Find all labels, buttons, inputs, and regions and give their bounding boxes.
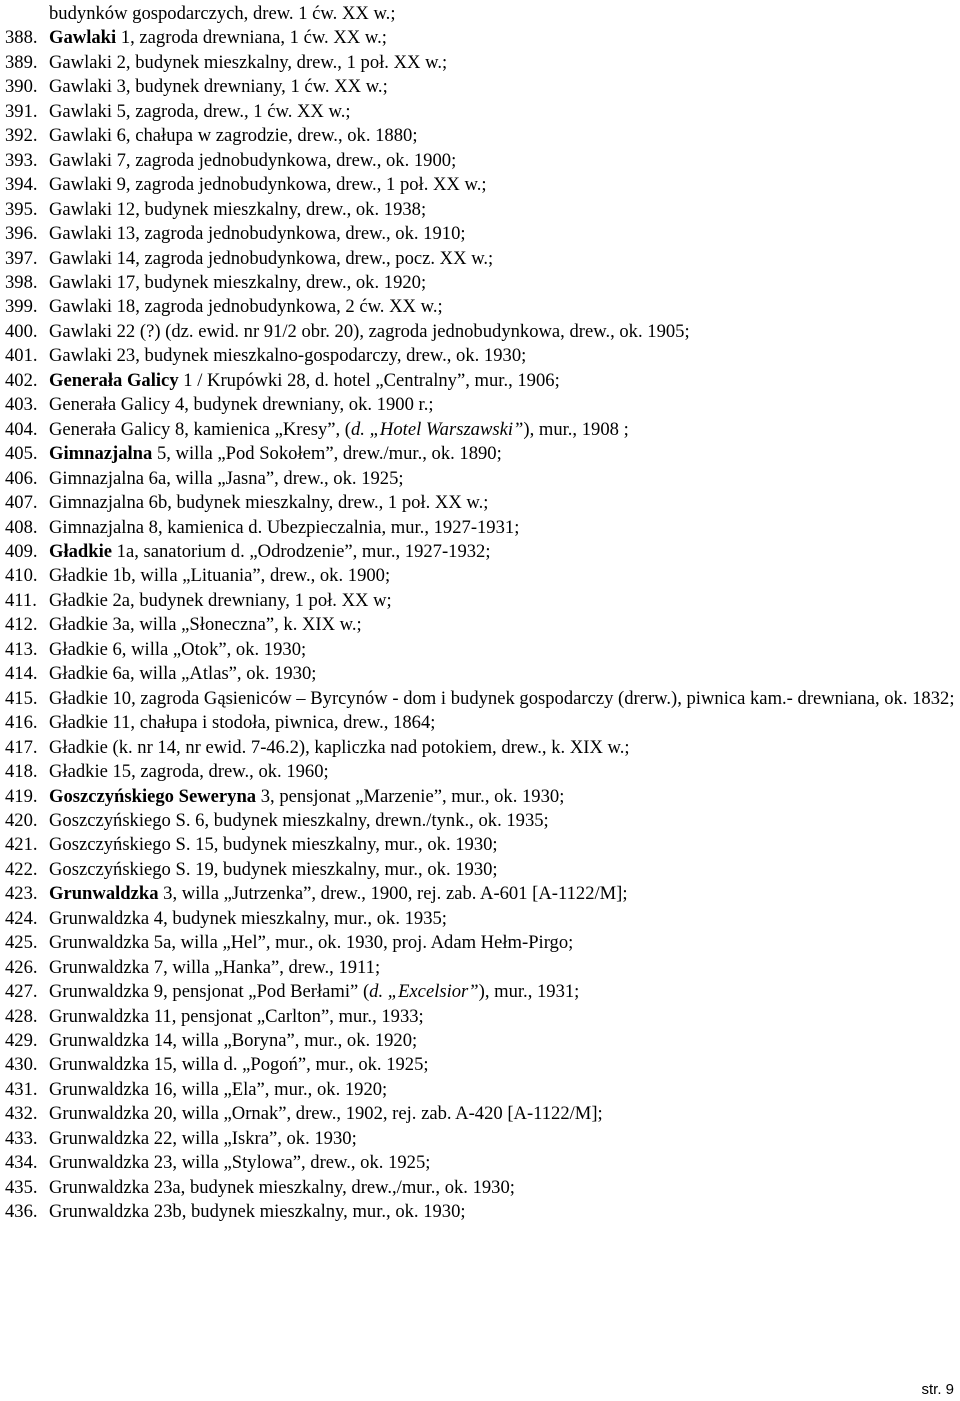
entry-text: Gawlaki 7, zagroda jednobudynkowa, drew., ok. 1900; — [49, 149, 457, 171]
list-item — [5, 613, 955, 637]
list-item — [5, 100, 955, 124]
entry-number: 410. — [5, 565, 38, 587]
list-item — [5, 564, 955, 588]
entry-number: 417. — [5, 736, 38, 758]
entry-number: 393. — [5, 149, 38, 171]
entry-text: Gładkie 11, chałupa i stodoła, piwnica, drew., 1864; — [49, 712, 436, 734]
entry-number: 421. — [5, 834, 38, 856]
street-name: Gimnazjalna — [49, 443, 153, 465]
entry-number: 405. — [5, 443, 38, 465]
list-item — [5, 393, 955, 417]
entry-text: 3, pensjonat „Marzenie”, mur., ok. 1930; — [256, 785, 565, 807]
entry-number: 424. — [5, 907, 38, 929]
entry-number: 435. — [5, 1176, 38, 1198]
entry-number: 436. — [5, 1201, 38, 1223]
street-name: Goszczyńskiego Seweryna — [49, 785, 257, 807]
entry-number: 407. — [5, 492, 38, 514]
entry-text: 1 / Krupówki 28, d. hotel „Centralny”, mur., 1906; — [178, 369, 560, 391]
list-item — [5, 638, 955, 662]
entry-text: Gładkie 3a, willa „Słoneczna”, k. XIX w.; — [49, 614, 362, 636]
entry-number: 416. — [5, 712, 38, 734]
list-item — [5, 785, 955, 809]
entry-number: 394. — [5, 174, 38, 196]
former-name: d. „Excelsior” — [369, 981, 479, 1003]
entry-number: 388. — [5, 27, 38, 49]
entry-text: ), mur., 1931; — [478, 981, 580, 1003]
list-item — [5, 711, 955, 735]
entry-text: Gawlaki 13, zagroda jednobudynkowa, drew., ok. 1910; — [49, 223, 466, 245]
list-item — [5, 247, 955, 271]
entry-number: 431. — [5, 1078, 38, 1100]
entry-text: Goszczyńskiego S. 19, budynek mieszkalny, mur., ok. 1930; — [49, 858, 498, 880]
list-item — [5, 736, 955, 760]
list-item — [5, 760, 955, 784]
list-item — [5, 124, 955, 148]
list-item — [5, 516, 955, 540]
entry-number: 401. — [5, 345, 38, 367]
entry-text: ), mur., 1908 ; — [523, 418, 629, 440]
list-item — [5, 540, 955, 564]
list-item — [5, 442, 955, 466]
entry-text: budynków gospodarczych, drew. 1 ćw. XX w.; — [49, 3, 396, 24]
list-item — [5, 662, 955, 686]
entry-number: 415. — [5, 687, 38, 709]
entry-number: 429. — [5, 1030, 38, 1052]
entry-number: 425. — [5, 932, 38, 954]
entry-number: 430. — [5, 1054, 38, 1076]
entry-number: 391. — [5, 100, 38, 122]
entry-number: 397. — [5, 247, 38, 269]
list-item — [5, 173, 955, 197]
entry-number: 398. — [5, 271, 38, 293]
entry-number: 392. — [5, 125, 38, 147]
list-item — [5, 26, 955, 50]
list-item — [5, 1176, 955, 1200]
list-item — [5, 589, 955, 613]
list-item — [5, 980, 955, 1004]
list-item — [5, 1078, 955, 1102]
entry-number: 400. — [5, 320, 38, 342]
street-name: Gładkie — [49, 540, 113, 562]
entry-number: 418. — [5, 761, 38, 783]
entry-text: Generała Galicy 8, kamienica „Kresy”, ( — [49, 418, 351, 440]
entry-text: Gimnazjalna 8, kamienica d. Ubezpieczalnia, mur., 1927-1931; — [49, 516, 520, 538]
street-name: Generała Galicy — [49, 369, 179, 391]
list-item — [5, 1151, 955, 1175]
entry-text: Gładkie 1b, willa „Lituania”, drew., ok. 1900; — [49, 565, 391, 587]
list-item — [5, 418, 955, 442]
entry-text: Grunwaldzka 22, willa „Iskra”, ok. 1930; — [49, 1127, 357, 1149]
entry-text: 1a, sanatorium d. „Odrodzenie”, mur., 1927-1932; — [112, 540, 491, 562]
entry-number: 423. — [5, 883, 38, 905]
list-item — [5, 1053, 955, 1077]
entry-number: 404. — [5, 418, 38, 440]
list-item — [5, 271, 955, 295]
entry-number: 390. — [5, 76, 38, 98]
list-item — [5, 2, 955, 26]
entry-number: 413. — [5, 638, 38, 660]
entry-text: Gawlaki 5, zagroda, drew., 1 ćw. XX w.; — [49, 100, 351, 122]
entry-text: Gawlaki 22 (?) (dz. ewid. nr 91/2 obr. 20), zagroda jednobudynkowa, drew., ok. 1905; — [49, 320, 690, 342]
entry-number: 408. — [5, 516, 38, 538]
entry-number: 411. — [5, 589, 37, 611]
list-item — [5, 956, 955, 980]
entry-text: 1, zagroda drewniana, 1 ćw. XX w.; — [116, 27, 387, 49]
entry-text: Grunwaldzka 9, pensjonat „Pod Berłami” ( — [49, 981, 370, 1003]
entry-text: Gładkie 15, zagroda, drew., ok. 1960; — [49, 761, 329, 783]
list-item — [5, 858, 955, 882]
entry-text: Goszczyńskiego S. 6, budynek mieszkalny, drewn./tynk., ok. 1935; — [49, 809, 549, 831]
entry-text: 3, willa „Jutrzenka”, drew., 1900, rej. zab. A-601 [A-1122/M]; — [158, 883, 628, 905]
list-item — [5, 491, 955, 515]
entry-text: Gimnazjalna 6a, willa „Jasna”, drew., ok. 1925; — [49, 467, 404, 489]
list-item — [5, 1029, 955, 1053]
entry-number: 402. — [5, 369, 38, 391]
list-item — [5, 1102, 955, 1126]
list-item — [5, 907, 955, 931]
entry-text: Grunwaldzka 11, pensjonat „Carlton”, mur., 1933; — [49, 1005, 424, 1027]
entry-number: 406. — [5, 467, 38, 489]
entry-number: 420. — [5, 809, 38, 831]
entry-text: Gładkie 6a, willa „Atlas”, ok. 1930; — [49, 663, 317, 685]
entry-number: 412. — [5, 614, 38, 636]
list-item — [5, 344, 955, 368]
entry-text: Grunwaldzka 5a, willa „Hel”, mur., ok. 1930, proj. Adam Hełm-Pirgo; — [49, 932, 574, 954]
entry-text: Gładkie 10, zagroda Gąsieniców – Byrcynów - dom i budynek gospodarczy (drerw.), piwnica kam.- drewniana, ok. 1832; — [49, 687, 955, 709]
entry-text: 5, willa „Pod Sokołem”, drew./mur., ok. 1890; — [152, 443, 502, 465]
entry-number: 399. — [5, 296, 38, 318]
entry-text: Gawlaki 18, zagroda jednobudynkowa, 2 ćw. XX w.; — [49, 296, 443, 318]
entry-text: Gawlaki 9, zagroda jednobudynkowa, drew., 1 poł. XX w.; — [49, 174, 487, 196]
list-item — [5, 1005, 955, 1029]
entry-text: Grunwaldzka 20, willa „Ornak”, drew., 1902, rej. zab. A-420 [A-1122/M]; — [49, 1103, 603, 1125]
entry-text: Gawlaki 6, chałupa w zagrodzie, drew., ok. 1880; — [49, 125, 418, 147]
list-item — [5, 320, 955, 344]
entry-number: 395. — [5, 198, 38, 220]
entry-text: Grunwaldzka 14, willa „Boryna”, mur., ok. 1920; — [49, 1030, 418, 1052]
entry-number: 433. — [5, 1127, 38, 1149]
list-item — [5, 369, 955, 393]
entry-text: Gawlaki 23, budynek mieszkalno-gospodarczy, drew., ok. 1930; — [49, 345, 527, 367]
list-item — [5, 1127, 955, 1151]
entry-text: Gładkie 2a, budynek drewniany, 1 poł. XX w; — [49, 589, 392, 611]
entry-text: Gimnazjalna 6b, budynek mieszkalny, drew., 1 poł. XX w.; — [49, 492, 489, 514]
list-item — [5, 198, 955, 222]
entry-text: Generała Galicy 4, budynek drewniany, ok. 1900 r.; — [49, 394, 434, 416]
list-item — [5, 809, 955, 833]
entry-number: 427. — [5, 981, 38, 1003]
entry-number: 396. — [5, 223, 38, 245]
entry-text: Gawlaki 3, budynek drewniany, 1 ćw. XX w.; — [49, 76, 388, 98]
page-number: str. 9 — [921, 1381, 954, 1398]
entry-number: 403. — [5, 394, 38, 416]
entry-text: Gładkie (k. nr 14, nr ewid. 7-46.2), kapliczka nad potokiem, drew., k. XIX w.; — [49, 736, 630, 758]
entry-text: Grunwaldzka 15, willa d. „Pogoń”, mur., ok. 1925; — [49, 1054, 429, 1076]
list-item — [5, 1200, 955, 1224]
entry-number: 432. — [5, 1103, 38, 1125]
list-item — [5, 149, 955, 173]
list-item — [5, 882, 955, 906]
entry-text: Grunwaldzka 23a, budynek mieszkalny, drew.,/mur., ok. 1930; — [49, 1176, 515, 1198]
entry-text: Grunwaldzka 4, budynek mieszkalny, mur., ok. 1935; — [49, 907, 447, 929]
entry-number: 419. — [5, 785, 38, 807]
list-item — [5, 51, 955, 75]
entry-text: Grunwaldzka 7, willa „Hanka”, drew., 1911; — [49, 956, 381, 978]
entry-text: Gawlaki 14, zagroda jednobudynkowa, drew., pocz. XX w.; — [49, 247, 494, 269]
street-name: Gawlaki — [49, 27, 117, 49]
entry-text: Grunwaldzka 16, willa „Ela”, mur., ok. 1920; — [49, 1078, 388, 1100]
entry-text: Gładkie 6, willa „Otok”, ok. 1930; — [49, 638, 307, 660]
entry-number: 426. — [5, 956, 38, 978]
entry-number: 389. — [5, 51, 38, 73]
street-name: Grunwaldzka — [49, 883, 159, 905]
entry-number: 409. — [5, 540, 38, 562]
list-item — [5, 833, 955, 857]
entry-text: Grunwaldzka 23, willa „Stylowa”, drew., ok. 1925; — [49, 1152, 431, 1174]
entry-text: Gawlaki 12, budynek mieszkalny, drew., ok. 1938; — [49, 198, 427, 220]
entry-number: 434. — [5, 1152, 38, 1174]
list-item — [5, 295, 955, 319]
entry-number: 428. — [5, 1005, 38, 1027]
list-item — [5, 75, 955, 99]
entry-text: Grunwaldzka 23b, budynek mieszkalny, mur., ok. 1930; — [49, 1201, 466, 1223]
monument-list — [5, 2, 955, 1225]
list-item — [5, 931, 955, 955]
list-item — [5, 687, 955, 711]
entry-number: 414. — [5, 663, 38, 685]
entry-text: Gawlaki 17, budynek mieszkalny, drew., ok. 1920; — [49, 271, 427, 293]
entry-text: Gawlaki 2, budynek mieszkalny, drew., 1 poł. XX w.; — [49, 51, 448, 73]
entry-number: 422. — [5, 858, 38, 880]
entry-text: Goszczyńskiego S. 15, budynek mieszkalny, mur., ok. 1930; — [49, 834, 498, 856]
list-item — [5, 222, 955, 246]
former-name: d. „Hotel Warszawski” — [351, 418, 524, 440]
list-item — [5, 467, 955, 491]
